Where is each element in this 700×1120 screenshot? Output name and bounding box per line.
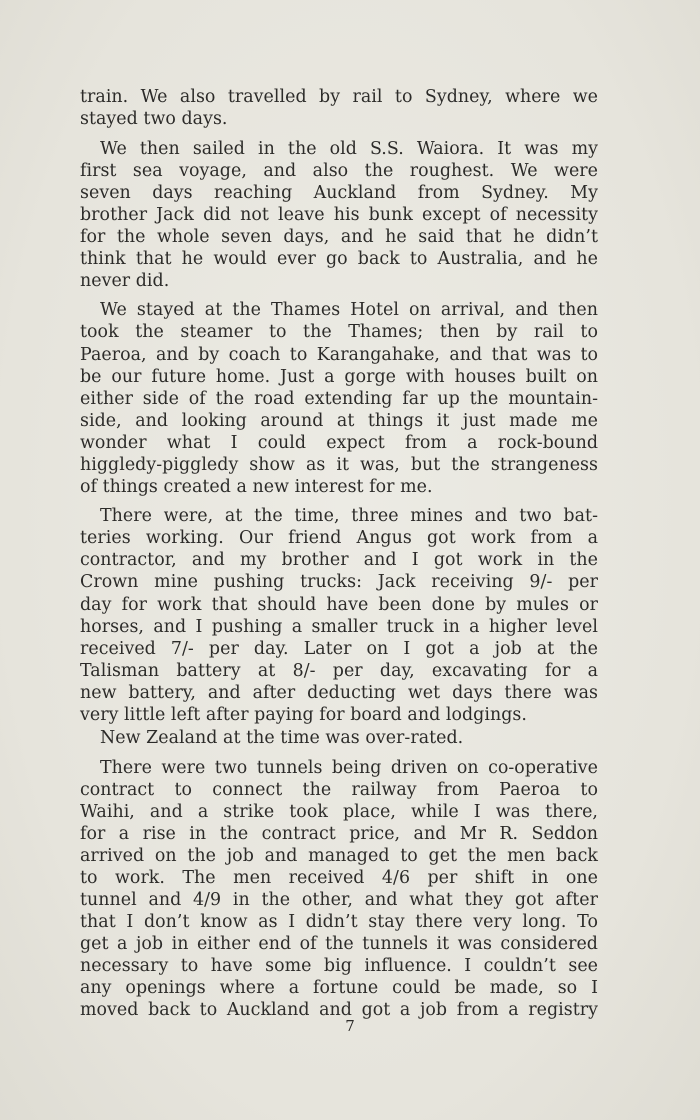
paragraph (80, 299, 598, 497)
text-line: of things created a new interest for me. (80, 476, 433, 497)
text-line: new battery, and after deducting wet days there was (80, 682, 598, 703)
text-line: any openings where a fortune could be made, so I (80, 978, 598, 999)
text-line: received 7/- per day. Later on I got a job at the (80, 638, 598, 659)
text-line: moved back to Auckland and got a job from a registry (80, 1000, 598, 1021)
text-line: to work. The men received 4/6 per shift in one (80, 868, 598, 889)
paragraph (80, 505, 598, 725)
text-line: There were, at the time, three mines and two bat- (100, 506, 598, 527)
text-line: first sea voyage, and also the roughest. We were (80, 160, 598, 181)
text-line: Crown mine pushing trucks: Jack receiving 9/- per (80, 572, 598, 593)
text-line: brother Jack did not leave his bunk except of necessity (80, 204, 598, 225)
text-line: horses, and I pushing a smaller truck in a higher level (80, 616, 598, 637)
text-line: think that he would ever go back to Australia, and he (80, 248, 598, 269)
paragraph (80, 727, 598, 749)
text-line: contractor, and my brother and I got work in the (80, 550, 598, 571)
text-line: teries working. Our friend Angus got work from a (80, 528, 598, 549)
text-line: side, and looking around at things it just made me (80, 410, 598, 431)
text-line: day for work that should have been done by mules or (80, 594, 598, 615)
text-line: for the whole seven days, and he said that he didn’t (80, 226, 598, 247)
text-line: never did. (80, 270, 170, 291)
text-line: We stayed at the Thames Hotel on arrival, and then (100, 300, 598, 321)
text-line: Talisman battery at 8/- per day, excavating for a (80, 660, 598, 681)
text-line: Paeroa, and by coach to Karangahake, and that was to (80, 344, 598, 365)
text-line: tunnel and 4/9 in the other, and what they got after (80, 890, 598, 911)
text-line: arrived on the job and managed to get the men back (80, 846, 598, 867)
text-line: very little left after paying for board and lodgings. (80, 704, 527, 725)
text-line: get a job in either end of the tunnels it was considered (80, 934, 598, 955)
text-line: We then sailed in the old S.S. Waiora. It was my (100, 138, 598, 159)
text-line: necessary to have some big influence. I couldn’t see (80, 956, 598, 977)
text-line: took the steamer to the Thames; then by rail to (80, 322, 598, 343)
text-line: either side of the road extending far up the mountain- (80, 388, 598, 409)
text-line: higgledy-piggledy show as it was, but the strangeness (80, 454, 598, 475)
text-line: stayed two days. (80, 109, 228, 130)
text-line: train. We also travelled by rail to Sydney, where we (80, 87, 598, 107)
paragraph (80, 138, 598, 292)
paragraph (80, 757, 598, 1022)
text-line: seven days reaching Auckland from Sydney. My (80, 182, 598, 203)
page-number: 7 (345, 1017, 355, 1035)
paragraph (80, 86, 598, 130)
text-line: Waihi, and a strike took place, while I was there, (80, 801, 598, 822)
text-line: New Zealand at the time was over-rated. (100, 728, 464, 749)
text-line: be our future home. Just a gorge with houses built on (80, 366, 598, 387)
text-line: for a rise in the contract price, and Mr R. Seddon (80, 824, 598, 844)
text-line: contract to connect the railway from Paeroa to (80, 779, 598, 800)
text-line: There were two tunnels being driven on co-operative (100, 757, 598, 778)
text-line: wonder what I could expect from a rock-bound (80, 432, 598, 453)
text-line: that I don’t know as I didn’t stay there very long. To (80, 912, 598, 933)
body-text (80, 86, 598, 1029)
